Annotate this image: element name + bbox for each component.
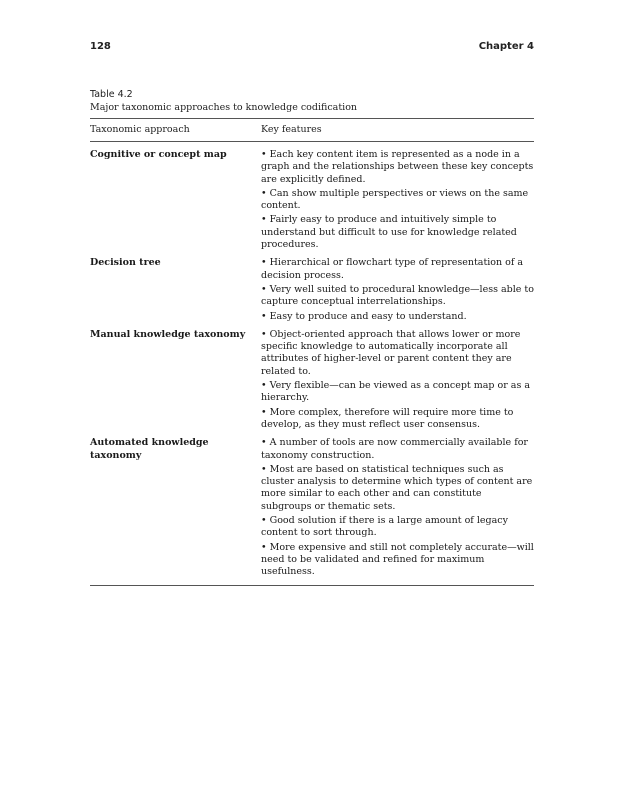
table-row	[90, 149, 534, 253]
feature-item: • More expensive and still not completely accurate—will need to be validated and refined for maximum usefulness.	[261, 541, 534, 578]
table-top-rule	[90, 118, 534, 119]
chapter-label: Chapter 4	[478, 41, 534, 52]
page-number: 128	[90, 41, 111, 52]
feature-item: • Hierarchical or flowchart type of representation of a decision process.	[261, 257, 524, 281]
feature-item: • A number of tools are now commercially available for taxonomy construction.	[261, 437, 528, 461]
table-header-rule	[90, 141, 534, 142]
table-body	[90, 149, 534, 585]
feature-item: • Each key content item is represented as a node in a graph and the relationships between these key concepts are explicitly defined.	[261, 149, 534, 185]
feature-item: • Good solution if there is a large amount of legacy content to sort through.	[261, 515, 508, 539]
feature-item: • Fairly easy to produce and intuitively simple to understand but difficult to use for knowledge related procedures.	[261, 214, 517, 251]
feature-item: • Easy to produce and easy to understand.	[261, 310, 467, 322]
table-row	[90, 257, 534, 324]
features-cell	[261, 329, 534, 433]
column-header-approach: Taxonomic approach	[90, 124, 190, 135]
features-cell	[261, 437, 534, 580]
table-caption: Major taxonomic approaches to knowledge codification	[90, 102, 358, 113]
feature-item: • Can show multiple perspectives or views on the same content.	[261, 187, 529, 212]
feature-item: • More complex, therefore will require more time to develop, as they must reflect user consensus.	[261, 406, 514, 430]
feature-item: • Very flexible—can be viewed as a concept map or as a hierarchy.	[261, 380, 531, 404]
table-row	[90, 329, 534, 433]
column-header-features: Key features	[261, 124, 322, 135]
approach-cell: Manual knowledge taxonomy	[90, 328, 246, 340]
approach-cell: Decision tree	[90, 257, 161, 269]
feature-item: • Very well suited to procedural knowledge—less able to capture conceptual interrelationships.	[261, 283, 534, 308]
table-bottom-rule	[90, 585, 534, 586]
features-cell	[261, 149, 534, 253]
approach-cell: Automated knowledge taxonomy	[90, 437, 209, 461]
page-header	[90, 41, 534, 57]
feature-item: • Object-oriented approach that allows lower or more specific knowledge to automatically incorporate all attributes of higher-level or parent content they are related to.	[261, 328, 521, 377]
feature-item: • Most are based on statistical techniques such as cluster analysis to determine which types of content are more similar to each other and can constitute subgroups or thematic sets.	[261, 463, 533, 512]
approach-cell: Cognitive or concept map	[90, 149, 227, 160]
features-cell	[261, 257, 534, 324]
table-label: Table 4.2	[90, 89, 133, 100]
table-row	[90, 437, 534, 580]
